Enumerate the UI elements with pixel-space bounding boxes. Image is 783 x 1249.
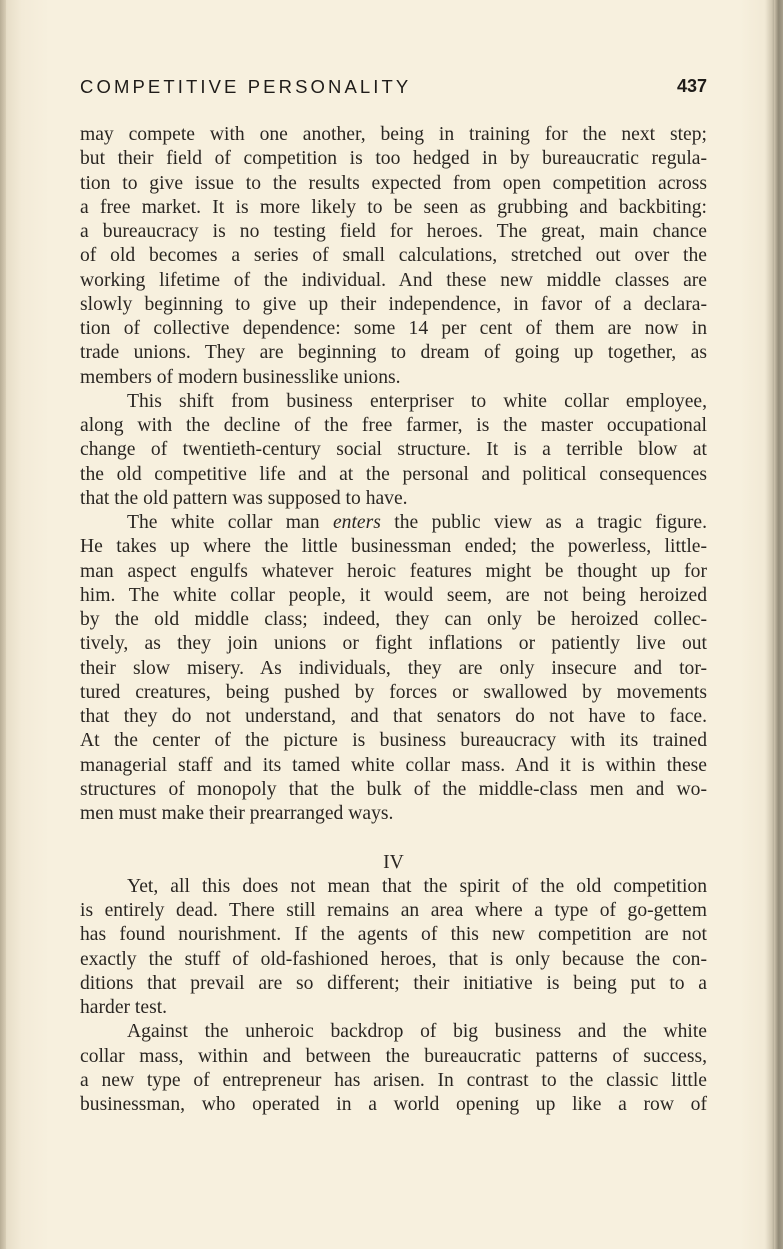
page-gutter-shadow bbox=[0, 0, 6, 1249]
text-line: managerial staff and its tamed white collar mass. And it is within these bbox=[80, 754, 707, 776]
text-line: men must make their prearranged ways. bbox=[80, 803, 394, 824]
text-line: harder test. bbox=[80, 997, 168, 1018]
text-line: trade unions. They are beginning to dream of going up together, as bbox=[80, 342, 707, 364]
text-line: The white collar man enters the public view as a tragic figure. bbox=[127, 512, 707, 533]
text-line: of old becomes a series of small calculations, stretched out over the bbox=[80, 245, 707, 267]
text-line: members of modern businesslike unions. bbox=[80, 366, 401, 388]
section-spacer bbox=[80, 826, 707, 850]
body-text bbox=[80, 123, 707, 1117]
text-line: their slow misery. As individuals, they are only insecure and tor- bbox=[80, 657, 707, 679]
text-line: change of twentieth-century social structure. It is a terrible blow at bbox=[80, 439, 707, 461]
running-title: COMPETITIVE PERSONALITY bbox=[80, 76, 412, 97]
text-line: a free market. It is more likely to be seen as grubbing and backbiting: bbox=[80, 196, 707, 218]
text-line: that the old pattern was supposed to have. bbox=[80, 487, 408, 509]
text-line: is entirely dead. There still remains an area where a type of go-gettem bbox=[80, 900, 707, 921]
text-line: This shift from business enterpriser to white collar employee, bbox=[127, 390, 707, 412]
text-line: tion of collective dependence: some 14 per cent of them are now in bbox=[80, 318, 707, 339]
text-line: but their field of competition is too hedged in by bureaucratic regula- bbox=[80, 148, 707, 170]
text-line: has found nourishment. If the agents of this new competition are not bbox=[80, 924, 707, 946]
text-line: tively, as they join unions or fight inflations or patiently live out bbox=[80, 633, 707, 655]
text-line: tion to give issue to the results expected from open competition across bbox=[80, 172, 707, 194]
text-line: along with the decline of the free farmer, is the master occupational bbox=[80, 415, 707, 436]
text-line: tured creatures, being pushed by forces or swallowed by movements bbox=[80, 681, 707, 703]
text-line: exactly the stuff of old-fashioned heroes, that is only because the con- bbox=[80, 948, 707, 970]
text-line: a new type of entrepreneur has arisen. In contrast to the classic little bbox=[80, 1069, 707, 1091]
text-line: man aspect engulfs whatever heroic features might be thought up for bbox=[80, 560, 707, 582]
section-heading: IV bbox=[383, 851, 404, 873]
text-line: He takes up where the little businessman ended; the powerless, little- bbox=[80, 536, 707, 558]
text-line: businessman, who operated in a world opening up like a row of bbox=[80, 1094, 707, 1115]
text-line: collar mass, within and between the bureaucratic patterns of success, bbox=[80, 1045, 707, 1067]
text-line: a bureaucracy is no testing field for heroes. The great, main chance bbox=[80, 221, 707, 242]
text-line: Yet, all this does not mean that the spirit of the old competition bbox=[127, 875, 707, 897]
text-line: him. The white collar people, it would seem, are not being heroized bbox=[80, 584, 707, 606]
page-number: 437 bbox=[676, 76, 707, 96]
text-line: by the old middle class; indeed, they can only be heroized collec- bbox=[80, 609, 707, 630]
text-line: the old competitive life and at the personal and political consequences bbox=[80, 463, 707, 485]
text-line: structures of monopoly that the bulk of the middle-class men and wo- bbox=[80, 778, 707, 800]
text-line: working lifetime of the individual. And these new middle classes are bbox=[80, 269, 707, 291]
text-line: Against the unheroic backdrop of big business and the white bbox=[127, 1021, 707, 1043]
page-edge bbox=[774, 0, 783, 1249]
text-line: ditions that prevail are so different; their initiative is being put to a bbox=[80, 972, 707, 994]
running-head bbox=[80, 76, 707, 102]
text-line: slowly beginning to give up their independence, in favor of a declara- bbox=[80, 293, 707, 315]
text-line: may compete with one another, being in training for the next step; bbox=[80, 124, 707, 145]
text-line: that they do not understand, and that senators do not have to face. bbox=[80, 706, 707, 727]
text-line: At the center of the picture is business bureaucracy with its trained bbox=[80, 730, 707, 752]
